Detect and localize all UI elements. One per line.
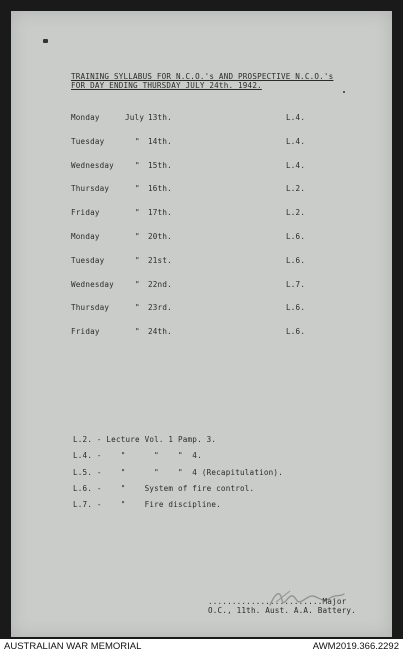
schedule-date: 17th. (148, 208, 172, 218)
schedule-month: " (135, 184, 140, 194)
schedule-month: " (135, 303, 140, 313)
schedule-date: 20th. (148, 232, 172, 241)
schedule-date: 13th. (148, 113, 172, 122)
signature-office: O.C., 11th. Aust. A.A. Battery. (208, 606, 356, 615)
schedule-month: " (135, 160, 140, 170)
schedule-day: Friday (71, 327, 100, 337)
schedule-lecture: L.6. (286, 327, 306, 337)
legend-line: L.4. - " " " 4. (73, 451, 202, 461)
legend-line: L.2. - Lecture Vol. 1 Pamp. 3. (73, 435, 217, 444)
schedule-day: Monday (71, 113, 100, 122)
schedule-date: 14th. (148, 136, 172, 146)
footer-institution: AUSTRALIAN WAR MEMORIAL (4, 641, 142, 652)
schedule-month: " (135, 279, 140, 289)
schedule-day: Tuesday (71, 255, 105, 265)
schedule-day: Monday (71, 232, 100, 241)
legend-line: L.5. - " " " 4 (Recapitulation). (73, 467, 283, 477)
schedule-date: 15th. (148, 160, 172, 170)
schedule-lecture: L.4. (286, 160, 306, 170)
schedule-day: Friday (71, 208, 100, 218)
schedule-date: 24th. (148, 327, 172, 337)
schedule-day: Wednesday (71, 279, 114, 289)
schedule-date: 21st. (148, 255, 172, 265)
schedule-day: Thursday (71, 303, 110, 313)
schedule-date: 16th. (148, 184, 172, 194)
schedule-day: Tuesday (71, 136, 105, 146)
schedule-lecture: L.4. (286, 136, 306, 146)
schedule-month: " (135, 255, 140, 265)
schedule-date: 23rd. (148, 303, 172, 313)
schedule-day: Thursday (71, 184, 110, 194)
ink-spot (343, 91, 345, 93)
footer-catalogue-number: AWM2019.366.2292 (312, 641, 399, 652)
schedule-month: " (135, 136, 140, 146)
schedule-lecture: L.2. (286, 208, 306, 218)
signature-dots-rank: ........................Major (208, 597, 347, 606)
schedule-lecture: L.6. (286, 303, 306, 313)
schedule-lecture: L.7. (286, 279, 306, 289)
schedule-lecture: L.4. (286, 113, 306, 122)
schedule-month: " (135, 232, 140, 241)
legend-line: L.7. - " Fire discipline. (73, 500, 221, 510)
schedule-lecture: L.2. (286, 184, 306, 194)
schedule-month: " (135, 208, 140, 218)
schedule-day: Wednesday (71, 160, 114, 170)
archive-footer (0, 639, 403, 653)
document-page (11, 11, 392, 637)
punch-hole-mark (43, 39, 48, 43)
legend-line: L.6. - " System of fire control. (73, 483, 255, 493)
schedule-month: " (135, 327, 140, 337)
schedule-date: 22nd. (148, 279, 172, 289)
schedule-month: July (125, 113, 145, 122)
schedule-lecture: L.6. (286, 232, 306, 241)
syllabus-title-line-2: FOR DAY ENDING THURSDAY JULY 24th. 1942. (71, 81, 262, 90)
schedule-lecture: L.6. (286, 255, 306, 265)
syllabus-title-line-1: TRAINING SYLLABUS FOR N.C.O.'s AND PROSPECTIVE N.C.O.'s (71, 72, 334, 81)
